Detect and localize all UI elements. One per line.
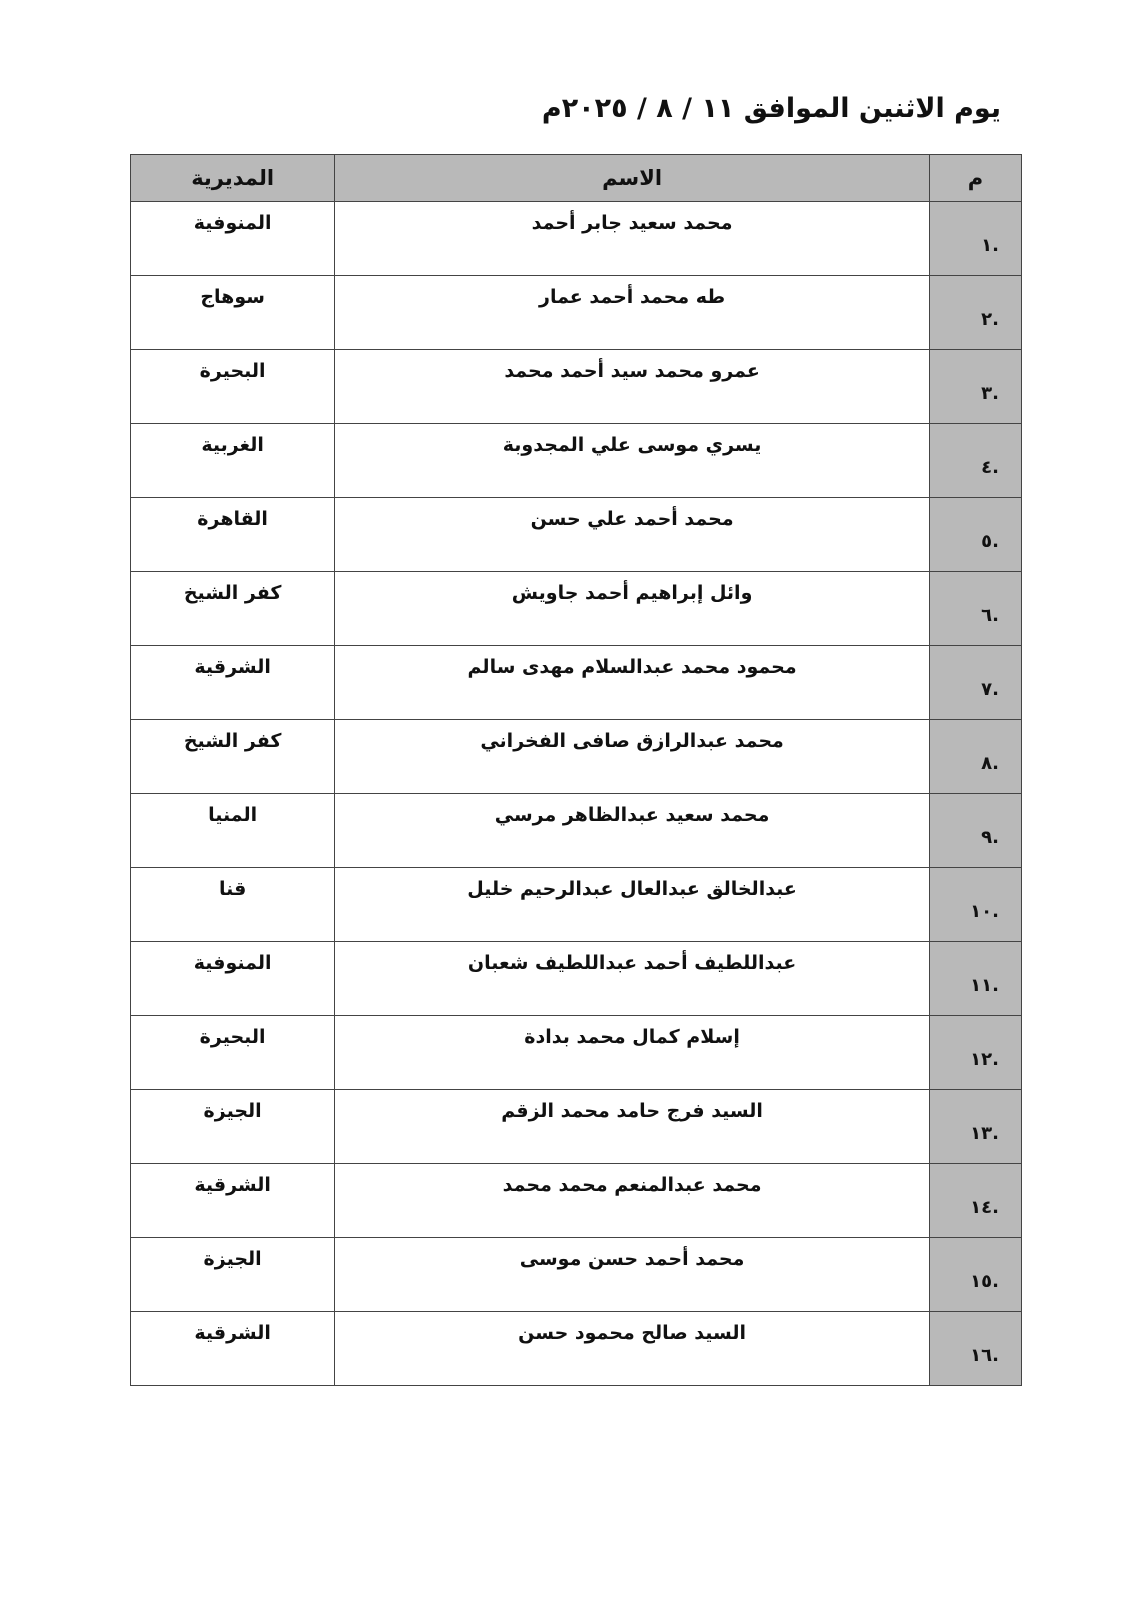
row-name: طه محمد أحمد عمار — [335, 276, 930, 350]
row-name: يسري موسى علي المجدوبة — [335, 424, 930, 498]
table-row — [131, 646, 1022, 720]
table-row — [131, 202, 1022, 276]
table-row — [131, 868, 1022, 942]
row-directorate: المنيا — [131, 794, 335, 868]
row-number: .١٤ — [929, 1164, 1021, 1238]
row-name: محمد أحمد حسن موسى — [335, 1238, 930, 1312]
row-directorate: القاهرة — [131, 498, 335, 572]
row-number: .٩ — [929, 794, 1021, 868]
row-number: .١٦ — [929, 1312, 1021, 1386]
table-row — [131, 1090, 1022, 1164]
row-number: .١١ — [929, 942, 1021, 1016]
row-name: محمد سعيد جابر أحمد — [335, 202, 930, 276]
table-row — [131, 794, 1022, 868]
row-number: .٣ — [929, 350, 1021, 424]
row-name: محمد سعيد عبدالظاهر مرسي — [335, 794, 930, 868]
row-number: .٦ — [929, 572, 1021, 646]
row-name: إسلام كمال محمد بدادة — [335, 1016, 930, 1090]
table-row — [131, 1312, 1022, 1386]
names-table — [130, 154, 1022, 1386]
row-name: محمود محمد عبدالسلام مهدى سالم — [335, 646, 930, 720]
table-row — [131, 1164, 1022, 1238]
row-number: .٧ — [929, 646, 1021, 720]
row-number: .١٥ — [929, 1238, 1021, 1312]
table-row — [131, 424, 1022, 498]
row-directorate: قنا — [131, 868, 335, 942]
page-title: يوم الاثنين الموافق ١١ / ٨ / ٢٠٢٥م — [541, 93, 1001, 124]
row-directorate: المنوفية — [131, 202, 335, 276]
row-directorate: الشرقية — [131, 1312, 335, 1386]
table-row — [131, 572, 1022, 646]
header-directorate: المديرية — [131, 155, 335, 202]
row-directorate: كفر الشيخ — [131, 720, 335, 794]
row-directorate: البحيرة — [131, 1016, 335, 1090]
table-row — [131, 350, 1022, 424]
row-number: .٤ — [929, 424, 1021, 498]
row-directorate: الشرقية — [131, 646, 335, 720]
header-name: الاسم — [335, 155, 930, 202]
row-directorate: البحيرة — [131, 350, 335, 424]
row-name: محمد عبدالرازق صافى الفخراني — [335, 720, 930, 794]
row-name: عبداللطيف أحمد عبداللطيف شعبان — [335, 942, 930, 1016]
row-directorate: الجيزة — [131, 1090, 335, 1164]
row-name: السيد صالح محمود حسن — [335, 1312, 930, 1386]
table-row — [131, 942, 1022, 1016]
header-row — [131, 155, 1022, 202]
table-row — [131, 720, 1022, 794]
table-row — [131, 498, 1022, 572]
row-name: وائل إبراهيم أحمد جاويش — [335, 572, 930, 646]
row-number: .٨ — [929, 720, 1021, 794]
row-name: السيد فرج حامد محمد الزقم — [335, 1090, 930, 1164]
row-name: عمرو محمد سيد أحمد محمد — [335, 350, 930, 424]
row-directorate: الجيزة — [131, 1238, 335, 1312]
row-directorate: الغربية — [131, 424, 335, 498]
row-name: محمد أحمد علي حسن — [335, 498, 930, 572]
row-number: .١٠ — [929, 868, 1021, 942]
row-directorate: سوهاج — [131, 276, 335, 350]
row-number: .١٣ — [929, 1090, 1021, 1164]
row-number: .١ — [929, 202, 1021, 276]
table-row — [131, 1238, 1022, 1312]
row-number: .١٢ — [929, 1016, 1021, 1090]
table-row — [131, 276, 1022, 350]
table-row — [131, 1016, 1022, 1090]
header-num: م — [929, 155, 1021, 202]
row-directorate: كفر الشيخ — [131, 572, 335, 646]
row-directorate: الشرقية — [131, 1164, 335, 1238]
row-directorate: المنوفية — [131, 942, 335, 1016]
row-name: محمد عبدالمنعم محمد محمد — [335, 1164, 930, 1238]
row-number: .٥ — [929, 498, 1021, 572]
row-name: عبدالخالق عبدالعال عبدالرحيم خليل — [335, 868, 930, 942]
row-number: .٢ — [929, 276, 1021, 350]
